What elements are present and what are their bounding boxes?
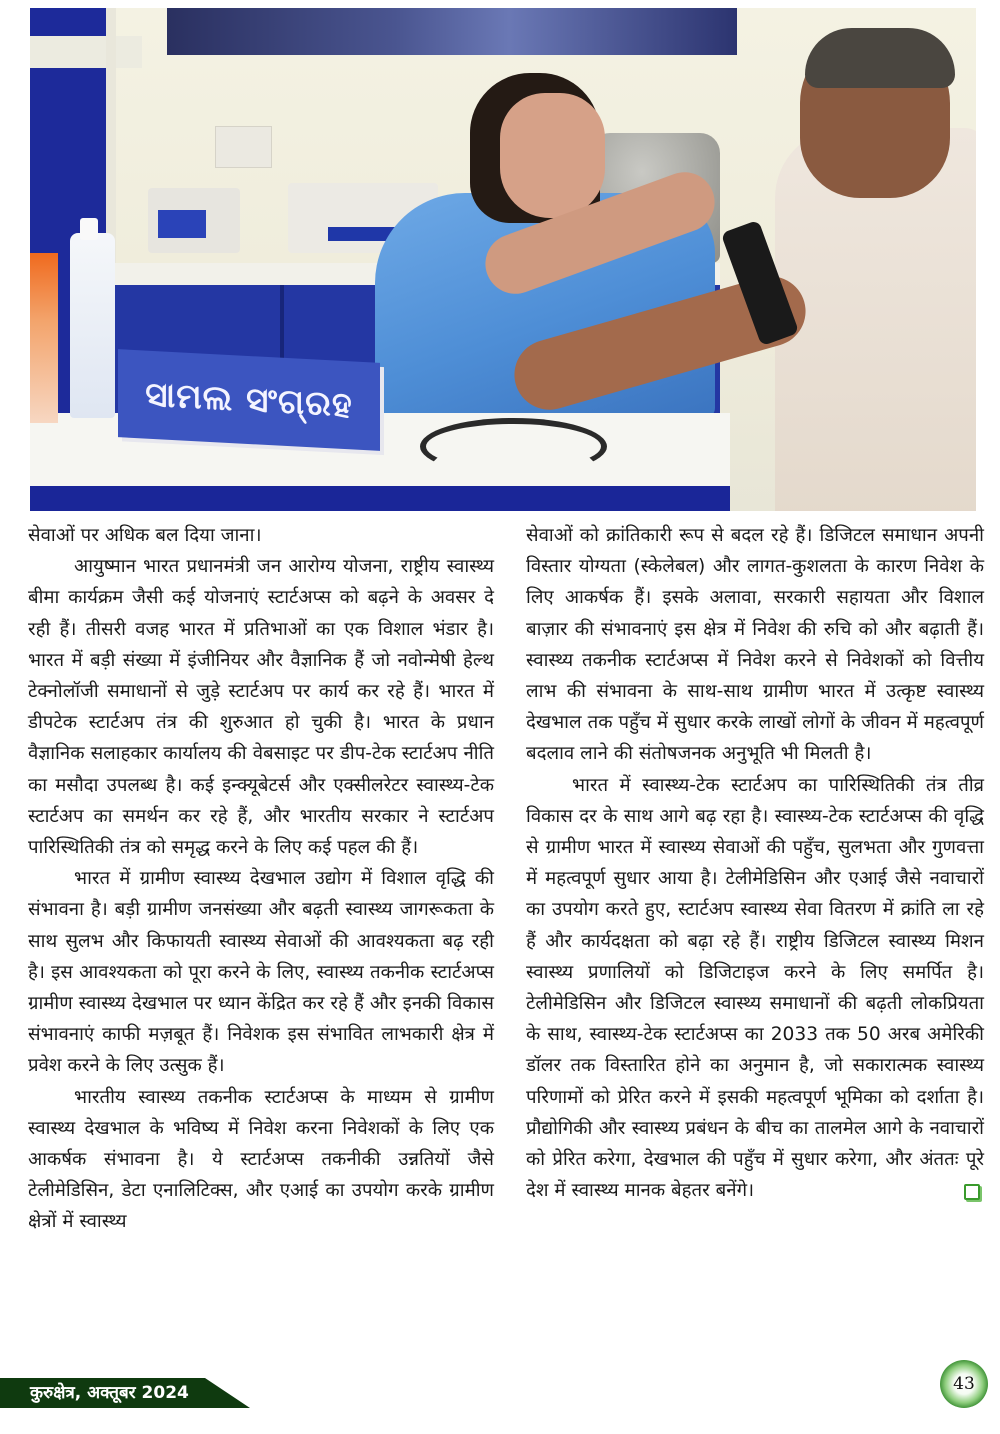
- photo-wall-socket: [215, 126, 272, 168]
- paragraph-last: [526, 770, 984, 1207]
- article-photo: [30, 8, 976, 511]
- paragraph: भारत में ग्रामीण स्वास्थ्य देखभाल उद्योग में विशाल वृद्धि की संभावना है। बड़ी ग्रामीण जनसंख्या और बढ़ती स्वास्थ्य जागरूकता के साथ सुलभ और किफायती स्वास्थ्य सेवाओं की आवश्यकता बढ़ रही है। इस आवश्यकता को पूरा करने के लिए, स्वास्थ्य तकनीक स्टार्टअप्स ग्रामीण स्वास्थ्य देखभाल पर ध्यान केंद्रित कर रहे हैं और इनकी विकास संभावनाएं काफी मज़बूत हैं। निवेशक इस संभावित लाभकारी क्षेत्र में प्रवेश करने के लिए उत्सुक हैं।: [28, 868, 494, 1077]
- paragraph: भारतीय स्वास्थ्य तकनीक स्टार्टअप्स के माध्यम से ग्रामीण स्वास्थ्य देखभाल के भविष्य में निवेश करना निवेशकों के लिए एक आकर्षक संभावना है। ये स्टार्टअप्स तकनीकी उन्नतियों जैसे टेलीमेडिसिन, डेटा एनालिटिक्स, और एआई का उपयोग करके ग्रामीण क्षेत्रों में स्वास्थ्य: [28, 1086, 494, 1233]
- photo-desk-sign: ସାମଲ ସଂଗ୍ରହ: [118, 349, 380, 451]
- publication-name: कुरुक्षेत्र, अक्तूबर 2024: [30, 1383, 189, 1403]
- paragraph: सेवाओं पर अधिक बल दिया जाना।: [28, 525, 262, 546]
- photo-stethoscope: [420, 418, 607, 475]
- left-column: [28, 520, 494, 1238]
- page-number-badge: 43: [940, 1360, 988, 1408]
- paragraph: सेवाओं को क्रांतिकारी रूप से बदल रहे हैं। डिजिटल समाधान अपनी विस्तार योग्यता (स्केलेबल) और लागत-कुशलता के कारण निवेश के लिए आकर्षक हैं। इसके अलावा, सरकारी सहायता और विशाल बाज़ार की संभावनाएं इस क्षेत्र में निवेश की रुचि को और बढ़ाती हैं। स्वास्थ्य तकनीक स्टार्टअप्स में निवेश करने से निवेशकों को वित्तीय लाभ की संभावना के साथ-साथ ग्रामीण भारत में उत्कृष्ट स्वास्थ्य देखभाल तक पहुँच में सुधार करके लाखों लोगों के जीवन में महत्वपूर्ण बदलाव लाने की संतोषजनक अनुभूति भी मिलती है।: [526, 525, 984, 765]
- paragraph: आयुष्मान भारत प्रधानमंत्री जन आरोग्य योजना, राष्ट्रीय स्वास्थ्य बीमा कार्यक्रम जैसी कई योजनाएं स्टार्टअप्स को बढ़ने के अवसर दे रही हैं। तीसरी वजह भारत में प्रतिभाओं का एक विशाल भंडार है। भारत में बड़ी संख्या में इंजीनियर और वैज्ञानिक हैं जो नवोन्मेषी हेल्थ टेक्नोलॉजी समाधानों से जुड़े स्टार्टअप पर कार्य कर रहे हैं। भारत में डीपटेक स्टार्टअप तंत्र की शुरुआत हो चुकी है। भारत के प्रधान वैज्ञानिक सलाहकार कार्यालय की वेबसाइट पर डीप-टेक स्टार्टअप नीति का मसौदा उपलब्ध है। कई इन्क्यूबेटर्स और एक्सीलरेटर स्वास्थ्य-टेक स्टार्टअप का समर्थन कर रहे हैं, और भारतीय सरकार ने स्टार्टअप पारिस्थितिकी तंत्र को समृद्ध करने के लिए कई पहल की हैं।: [28, 556, 494, 859]
- photo-poster: [167, 8, 737, 55]
- photo-bottle: [30, 253, 58, 423]
- photo-device: [148, 188, 240, 253]
- right-column: [526, 520, 984, 1206]
- photo-spray-bottle: [70, 233, 115, 418]
- paragraph-text: भारत में स्वास्थ्य-टेक स्टार्टअप का पारिस्थितिकी तंत्र तीव्र विकास दर के साथ आगे बढ़ रहा है। स्वास्थ्य-टेक स्टार्टअप्स की वृद्धि से ग्रामीण भारत में स्वास्थ्य सेवाओं की पहुँच, सुलभता और गुणवत्ता में महत्वपूर्ण सुधार आया है। टेलीमेडिसिन और एआई जैसे नवाचारों का उपयोग करते हुए, स्टार्टअप स्वास्थ्य सेवा वितरण में क्रांति ला रहे हैं और कार्यदक्षता को बढ़ा रहे हैं। राष्ट्रीय डिजिटल स्वास्थ्य मिशन स्वास्थ्य प्रणालियों को डिजिटाइज करने के लिए समर्पित है। टेलीमेडिसिन और डिजिटल स्वास्थ्य समाधानों की बढ़ती लोकप्रियता के साथ, स्वास्थ्य-टेक स्टार्टअप्स का 2033 तक 50 अरब अमेरिकी डॉलर तक विस्तारित होने का अनुमान है, जो सकारात्मक स्वास्थ्य परिणामों को प्रेरित करने में इसकी महत्वपूर्ण भूमिका को दर्शाता है। प्रौद्योगिकी और स्वास्थ्य प्रबंधन के बीच का तालमेल आगे के नवाचारों को प्रेरित करेगा, देखभाल की पहुँच में सुधार करेगा, और अंततः पूरे देश में स्वास्थ्य मानक बेहतर बनेंगे।: [526, 774, 984, 1202]
- end-of-article-icon: [964, 1184, 980, 1200]
